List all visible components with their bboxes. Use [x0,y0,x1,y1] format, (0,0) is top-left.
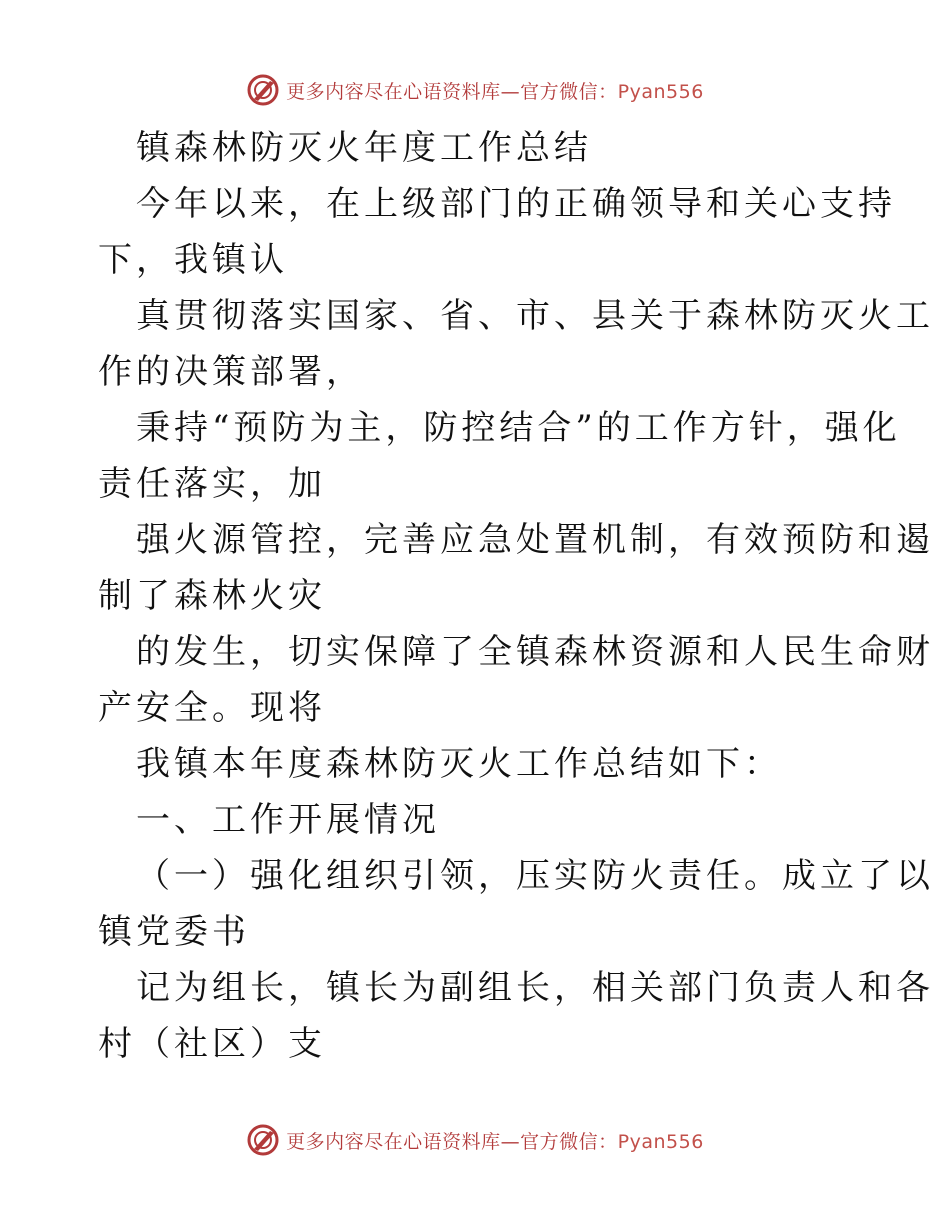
paragraph-line: 我镇本年度森林防灭火工作总结如下： [136,744,782,784]
paragraph-line: 真贯彻落实国家、省、市、县关于森林防灭火工 [136,296,934,336]
watermark-text: 更多内容尽在心语资料库—官方微信：Pyan556 [286,80,704,103]
paragraph-line: 村（社区）支 [98,1024,326,1064]
paragraph-line: 强火源管控，完善应急处置机制，有效预防和遏 [136,520,934,560]
paragraph-line: 今年以来，在上级部门的正确领导和关心支持 [136,184,896,224]
paragraph-line: 镇党委书 [98,912,250,952]
paragraph-line: 记为组长，镇长为副组长，相关部门负责人和各 [136,968,934,1008]
paragraph-line: 秉持“预防为主，防控结合”的工作方针，强化 [136,408,901,448]
paragraph-line: 的发生，切实保障了全镇森林资源和人民生命财 [136,632,934,672]
subsection-heading: （一）强化组织引领，压实防火责任。成立了以 [136,856,934,896]
watermark-id: Pyan556 [617,80,704,103]
footer-watermark [0,1120,950,1160]
paragraph-line: 制了森林火灾 [98,576,326,616]
watermark-id: Pyan556 [617,1130,704,1153]
paragraph-line: 下，我镇认 [98,240,288,280]
document-title: 镇森林防灭火年度工作总结 [136,128,592,168]
paragraph-line: 作的决策部署， [98,352,364,392]
brand-logo-icon [246,73,280,107]
paragraph-line: 产安全。现将 [98,688,326,728]
document-body [98,120,934,1072]
watermark-text: 更多内容尽在心语资料库—官方微信：Pyan556 [286,1130,704,1153]
section-heading: 一、工作开展情况 [136,800,440,840]
header-watermark [0,70,950,110]
paragraph-line: 责任落实，加 [98,464,326,504]
brand-logo-icon [246,1123,280,1157]
